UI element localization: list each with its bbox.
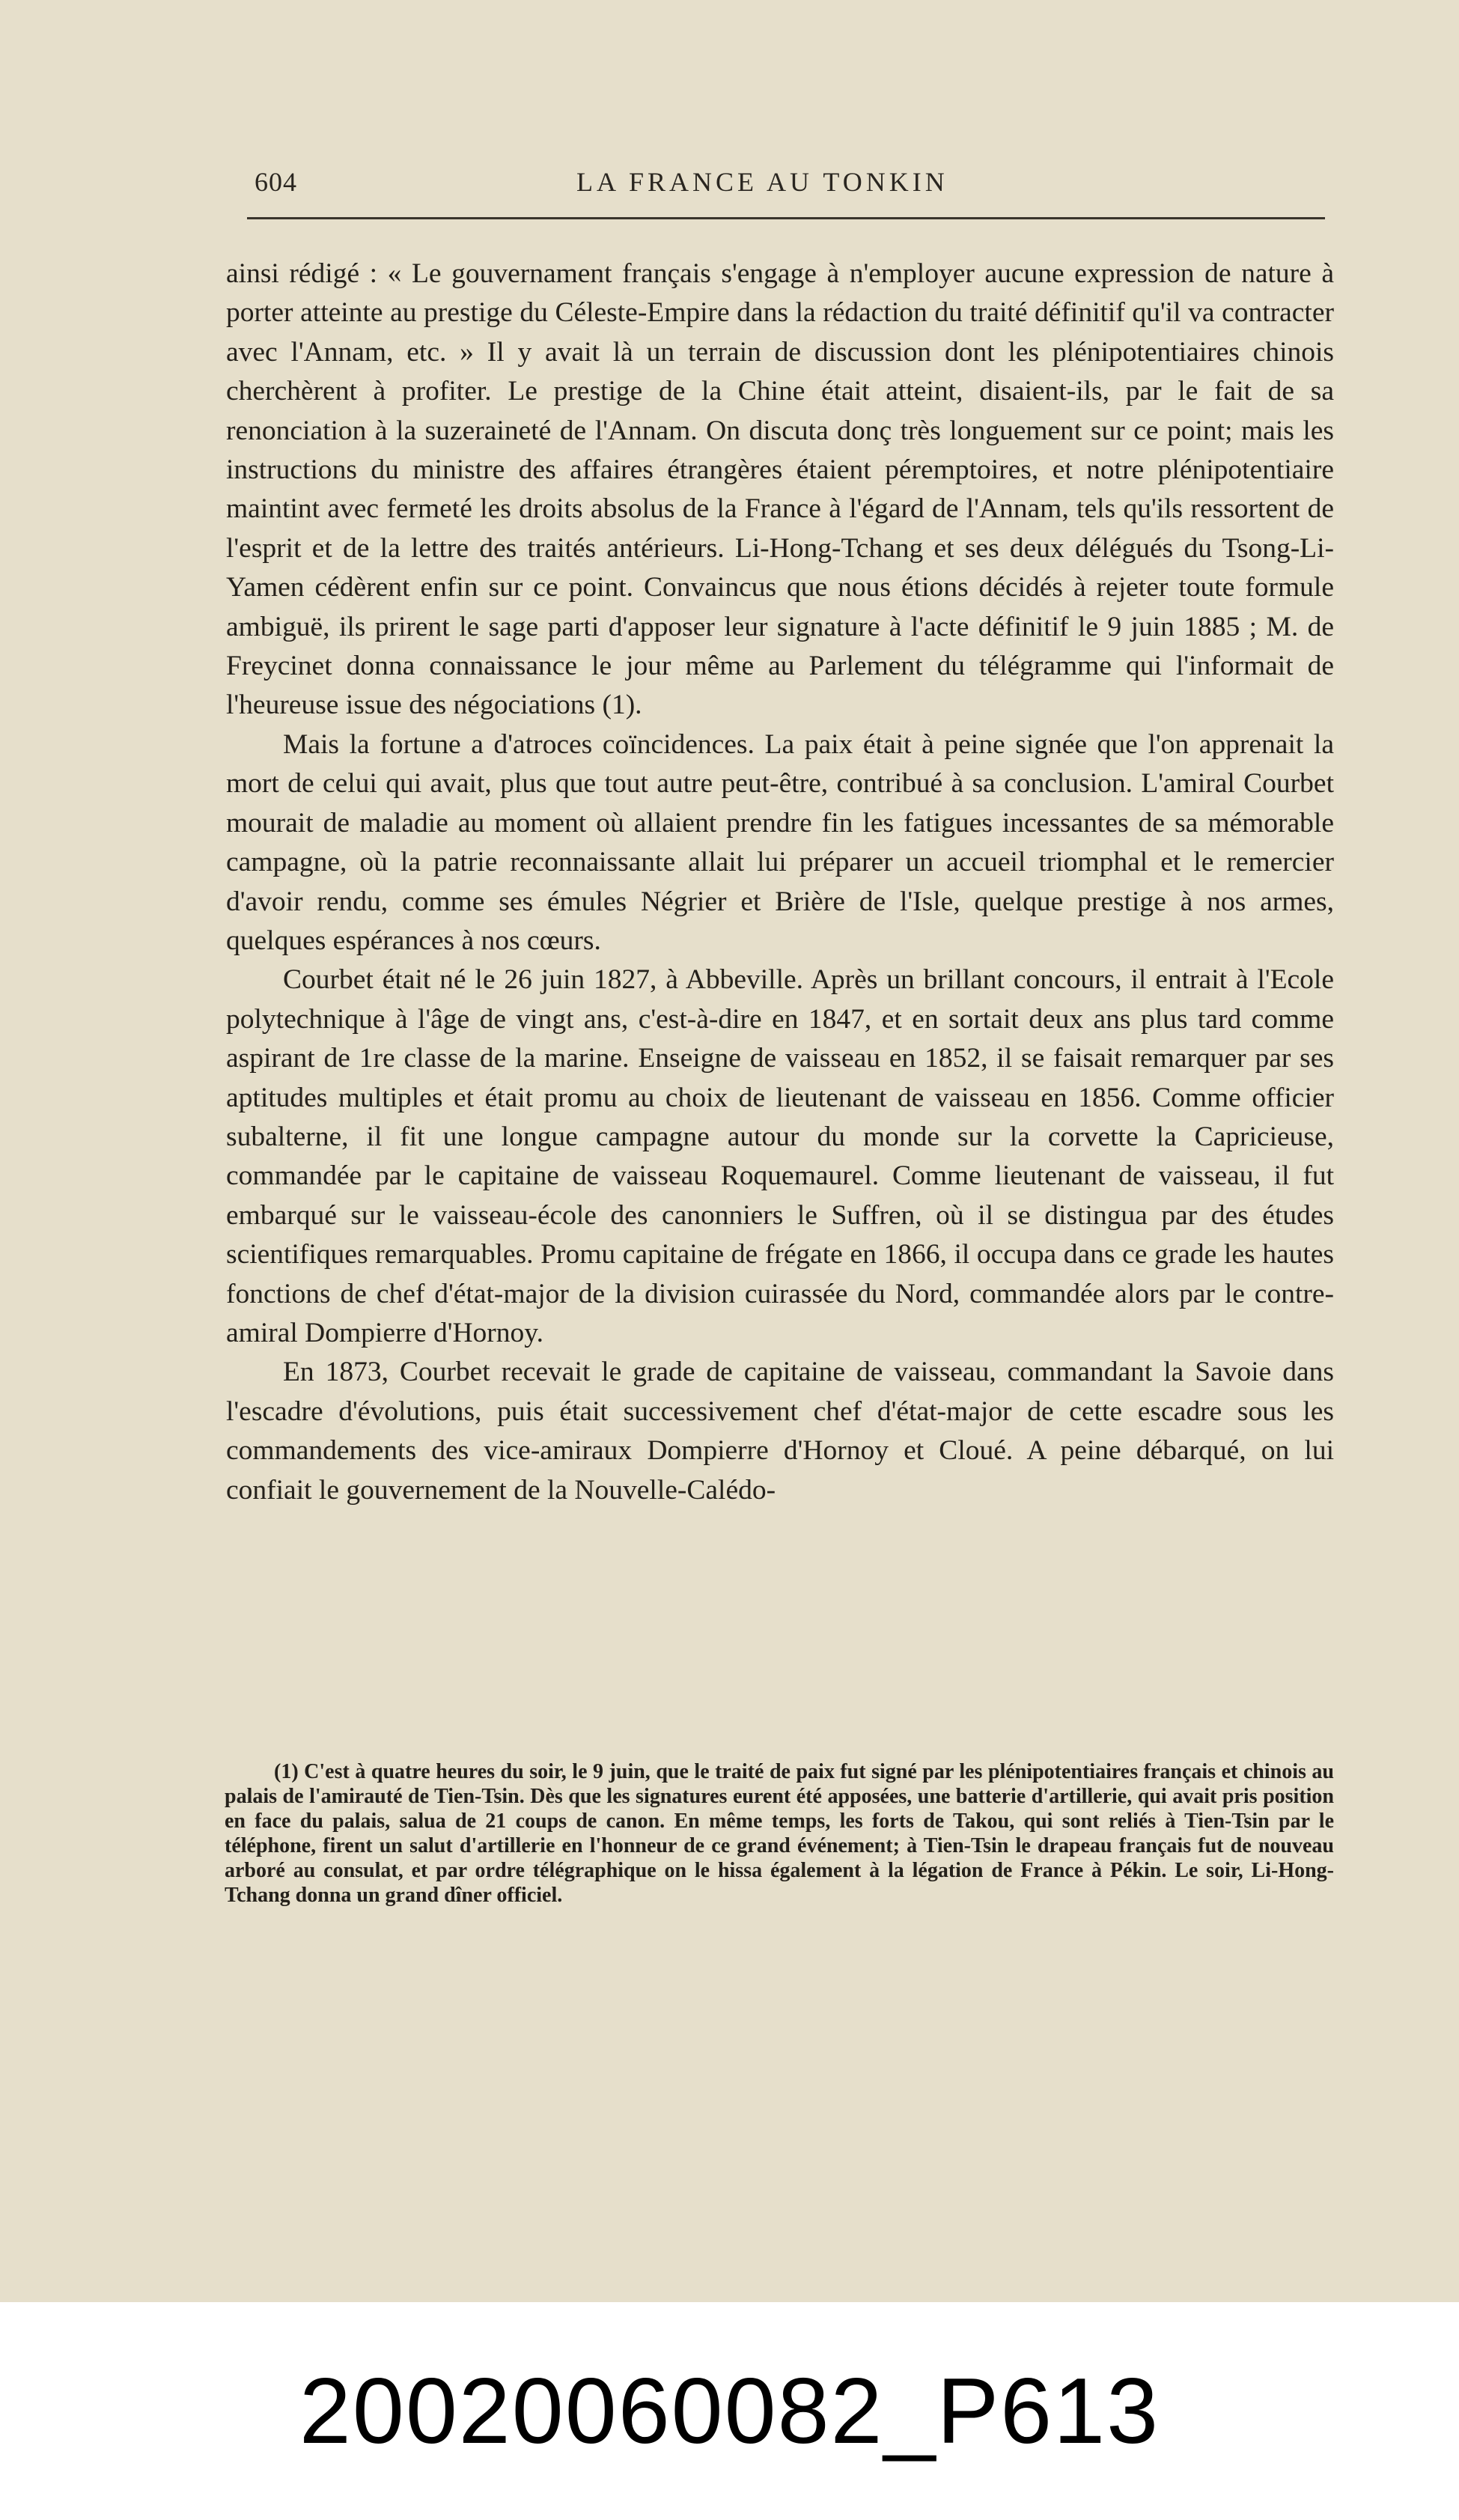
page-header [247, 159, 1347, 204]
header-rule [247, 217, 1325, 219]
running-title: LA FRANCE AU TONKIN [576, 167, 948, 197]
body-text [226, 255, 1334, 1510]
paragraph: ainsi rédigé : « Le gouvernament français s'engage à n'employer aucune expression de nature à porter atteinte au prestige du Céleste-Empire dans la rédaction du traité définitif qu'il va contracter avec l'Annam, etc. » Il y avait là un terrain de discussion dont les plénipotentiaires chinois cherchèrent à profiter. Le prestige de la Chine était atteint, disaient-ils, par le fait de sa renonciation à la suzeraineté de l'Annam. On discuta donç très longuement sur ce point; mais les instructions du ministre des affaires étrangères étaient péremptoires, et notre plénipotentiaire maintint avec fermeté les droits absolus de la France à l'égard de l'Annam, tels qu'ils ressortent de l'esprit et de la lettre des traités antérieurs. Li-Hong-Tchang et ses deux délégués du Tsong-Li-Yamen cédèrent enfin sur ce point. Convaincus que nous étions décidés à rejeter toute formule ambiguë, ils prirent le sage parti d'apposer leur signature à l'acte définitif le 9 juin 1885 ; M. de Freycinet donna connaissance le jour même au Parlement du télégramme qui l'informait de l'heureuse issue des négociations (1). [226, 258, 1334, 721]
page-number: 604 [255, 167, 297, 197]
paragraph: En 1873, Courbet recevait le grade de capitaine de vaisseau, commandant la Savoie dans l'escadre d'évolutions, puis était successivement chef d'état-major de cette escadre sous les commandements des vice-amiraux Dompierre d'Hornoy et Cloué. A peine débarqué, on lui confiait le gouvernement de la Nouvelle-Calédo- [226, 1357, 1334, 1506]
paragraph: Mais la fortune a d'atroces coïncidences. La paix était à peine signée que l'on apprenait la mort de celui qui avait, plus que tout autre peut-être, contribué à sa conclusion. L'amiral Courbet mourait de maladie au moment où allaient prendre fin les fatigues incessantes de sa mémorable campagne, où la patrie reconnaissante allait lui préparer un accueil triomphal et le remercier d'avoir rendu, comme ses émules Négrier et Brière de l'Isle, quelque prestige à nos armes, quelques espérances à nos cœurs. [226, 728, 1334, 956]
footnote-text: (1) C'est à quatre heures du soir, le 9 juin, que le traité de paix fut signé par les plénipotentiaires français et chinois au palais de l'amirauté de Tien-Tsin. Dès que les signatures eurent été apposées, une batterie d'artillerie, qui avait pris position en face du palais, salua de 21 coups de canon. En même temps, les forts de Takou, qui sont reliés à Tien-Tsin par le téléphone, firent un salut d'artillerie en l'honneur de ce grand événement; à Tien-Tsin le drapeau français fut de nouveau arboré au consulat, et par ordre télégraphique on le hissa également à la légation de France à Pékin. Le soir, Li-Hong-Tchang donna un grand dîner officiel. [225, 1760, 1334, 1907]
image-caption: 20020060082_P613 [299, 2360, 1160, 2463]
paragraph: Courbet était né le 26 juin 1827, à Abbeville. Après un brillant concours, il entrait à l'Ecole polytechnique à l'âge de vingt ans, c'est-à-dire en 1847, et en sortait deux ans plus tard comme aspirant de 1re classe de la marine. Enseigne de vaisseau en 1852, il se faisait remarquer par ses aptitudes multiples et était promu au choix de lieutenant de vaisseau en 1856. Comme officier subalterne, il fit une longue campagne autour du monde sur la corvette la Capricieuse, commandée par le capitaine de vaisseau Roquemaurel. Comme lieutenant de vaisseau, il fut embarqué sur le vaisseau-école des canonniers le Suffren, où il se distingua par des études scientifiques remarquables. Promu capitaine de frégate en 1866, il occupa dans ce grade les hautes fonctions de chef d'état-major de la division cuirassée du Nord, commandée alors par le contre-amiral Dompierre d'Hornoy. [226, 964, 1334, 1348]
footnote [225, 1759, 1334, 1908]
